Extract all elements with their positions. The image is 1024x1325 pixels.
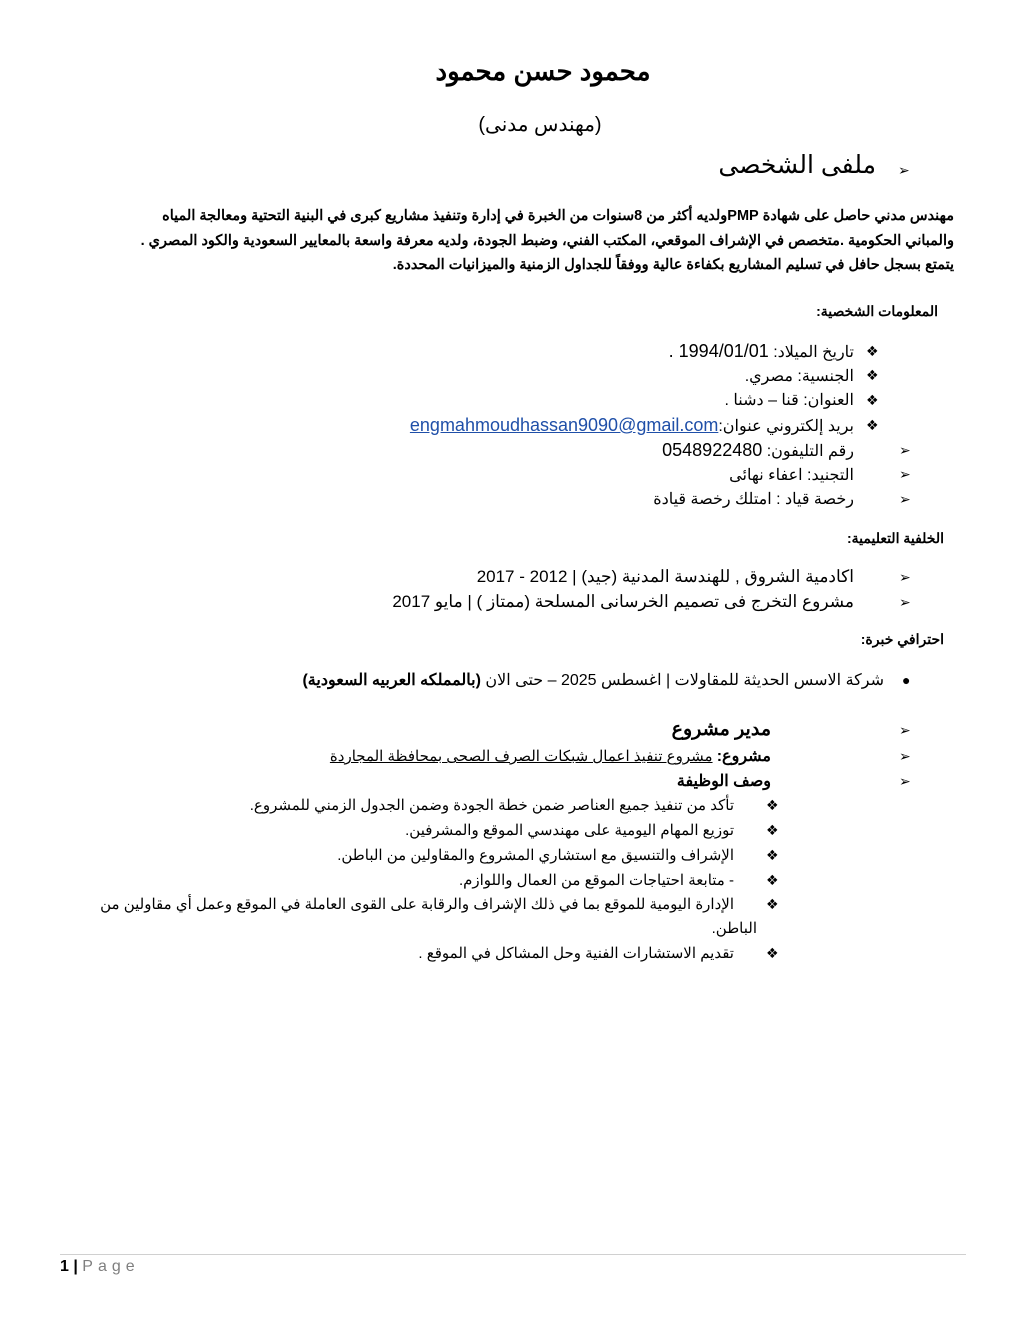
project-row — [330, 746, 771, 766]
diamond-bullet-icon: ❖ — [766, 798, 779, 814]
project-label: مشروع: — [716, 748, 771, 765]
profile-heading-text: ملفى الشخصى — [718, 151, 876, 179]
company-row — [302, 670, 884, 690]
address: العنوان: قنا – دشنا . — [724, 392, 854, 409]
dot-bullet-icon: ● — [902, 672, 911, 688]
page-number: 1 — [60, 1258, 69, 1275]
arrow-bullet-icon: ➢ — [899, 570, 911, 586]
nationality: الجنسية: مصري. — [744, 368, 854, 385]
page-footer — [60, 1258, 140, 1276]
education-heading: الخلفية التعليمية: — [846, 530, 944, 546]
task-item: توزيع المهام اليومية على مهندسي الموقع والمشرفين. — [405, 822, 734, 839]
diamond-bullet-icon: ❖ — [866, 418, 879, 434]
company-location: (بالمملكه العربيه السعودية) — [302, 672, 481, 689]
summary-line-3: يتمتع بسجل حافل في تسليم المشاريع بكفاءة عالية ووفقاً للجداول الزمنية والميزانيات المحددة. — [392, 257, 954, 273]
diamond-bullet-icon: ❖ — [766, 946, 779, 962]
diamond-bullet-icon: ❖ — [766, 873, 779, 889]
summary-line-1: مهندس مدني حاصل على شهادة PMPولديه أكثر من 8سنوات من الخبرة في إدارة وتنفيذ مشاريع كبرى في البنية التحتية ومعالجة المياه — [162, 208, 954, 224]
company-name: شركة الاسس الحديثة للمقاولات | اغسطس 2025 – حتى الان — [480, 672, 884, 689]
summary-line-2: والمباني الحكومية .متخصص في الإشراف الموقعي، المكتب الفني، وضبط الجودة، ولديه معرفة واسعة بالمعايير السعودية والكود المصري . — [140, 233, 954, 249]
birth-date — [669, 341, 854, 362]
arrow-bullet-icon: ➢ — [899, 467, 911, 483]
task-item: تقديم الاستشارات الفنية وحل المشاكل في الموقع . — [418, 945, 734, 962]
phone-label: رقم التليفون: — [766, 443, 854, 460]
arrow-bullet-icon: ➢ — [899, 723, 911, 739]
task-item: تأكد من تنفيذ جميع العناصر ضمن خطة الجودة وضمن الجدول الزمني للمشروع. — [249, 797, 734, 814]
arrow-bullet-icon: ➢ — [899, 774, 911, 790]
project-name: مشروع تنفيذ اعمال شبكات الصرف الصحى بمحافظة المجاردة — [329, 748, 713, 765]
driving-license: رخصة قياد : امتلك رخصة قيادة — [653, 491, 854, 508]
education-item: مشروع التخرج فى تصميم الخرسانى المسلحة (ممتاز ) | مايو 2017 — [392, 592, 854, 611]
email-row — [410, 415, 854, 436]
diamond-bullet-icon: ❖ — [766, 897, 779, 913]
job-role: مدير مشروع — [671, 719, 771, 740]
task-item: الإدارة اليومية للموقع بما في ذلك الإشراف والرقابة على القوى العاملة في الموقع وعمل أي مقاولين من — [100, 896, 734, 913]
arrow-bullet-icon: ➢ — [898, 163, 910, 179]
birth-date-label: تاريخ الميلاد: — [773, 344, 854, 361]
diamond-bullet-icon: ❖ — [866, 393, 879, 409]
task-item: الإشراف والتنسيق مع استشاري المشروع والمقاولين من الباطن. — [337, 847, 734, 864]
arrow-bullet-icon: ➢ — [899, 749, 911, 765]
email-link[interactable]: engmahmoudhassan9090@gmail.com — [409, 415, 719, 435]
footer-divider — [60, 1254, 966, 1255]
education-item: اكادمية الشروق , للهندسة المدنية (جيد) | 2012 - 2017 — [476, 567, 854, 586]
personal-info-heading: المعلومات الشخصية: — [816, 303, 938, 319]
military-status: التجنيد: اعفاء نهائى — [729, 467, 854, 484]
profile-heading — [718, 150, 876, 180]
arrow-bullet-icon: ➢ — [899, 492, 911, 508]
page-label: Page — [82, 1258, 140, 1275]
diamond-bullet-icon: ❖ — [866, 368, 879, 384]
candidate-title: (مهندس مدنى) — [478, 114, 602, 136]
task-item: - متابعة احتياجات الموقع من العمال واللوازم. — [458, 872, 734, 889]
task-item-continued: الباطن. — [711, 920, 757, 937]
arrow-bullet-icon: ➢ — [899, 443, 911, 459]
arrow-bullet-icon: ➢ — [899, 595, 911, 611]
diamond-bullet-icon: ❖ — [866, 344, 879, 360]
job-description-heading: وصف الوظيفة — [676, 773, 771, 790]
email-label: بريد إلكتروني عنوان: — [718, 418, 854, 435]
diamond-bullet-icon: ❖ — [766, 848, 779, 864]
footer-separator: | — [73, 1258, 78, 1275]
birth-date-value: 1994/01/01 . — [668, 341, 769, 361]
experience-heading: احترافي خبرة: — [860, 631, 944, 647]
candidate-name: محمود حسن محمود — [435, 56, 651, 86]
phone-row — [662, 440, 854, 461]
diamond-bullet-icon: ❖ — [766, 823, 779, 839]
phone-value: 0548922480 — [662, 440, 763, 460]
